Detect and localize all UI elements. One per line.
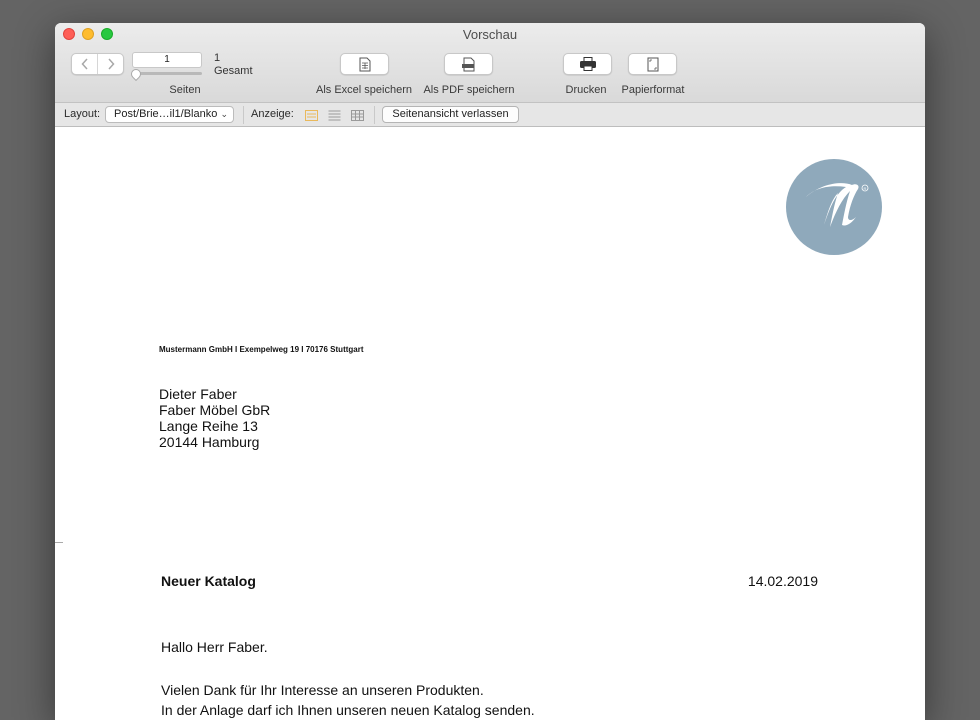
save-pdf-button[interactable] (444, 53, 493, 75)
save-excel-label: Als Excel speichern (316, 84, 412, 96)
pdf-document-icon (461, 57, 477, 72)
recipient-street: Lange Reihe 13 (159, 418, 258, 434)
separator (374, 106, 375, 124)
view-label: Anzeige: (251, 108, 294, 120)
recipient-city: 20144 Hamburg (159, 434, 260, 450)
recipient-company: Faber Möbel GbR (159, 402, 271, 418)
save-pdf-label: Als PDF speichern (423, 84, 515, 96)
page-number-field[interactable]: 1 (132, 52, 202, 68)
printer-icon (579, 57, 597, 71)
paper-format-button[interactable] (628, 53, 677, 75)
chevron-right-icon (107, 58, 115, 70)
letter-subject: Neuer Katalog (161, 573, 256, 589)
table-view-icon[interactable] (351, 110, 364, 121)
company-logo (786, 159, 882, 255)
paper-format-label: Papierformat (621, 84, 685, 96)
next-page-button[interactable] (97, 54, 123, 74)
form-view-icon[interactable] (305, 110, 318, 121)
layout-bar (55, 103, 925, 127)
layout-select[interactable] (105, 106, 234, 123)
body-line: In der Anlage darf ich Ihnen unseren neuen Katalog senden. (161, 702, 535, 718)
print-button[interactable] (563, 53, 612, 75)
previous-page-button[interactable] (72, 54, 97, 74)
spreadsheet-document-icon (359, 57, 371, 72)
page-slider-track[interactable] (135, 72, 202, 75)
recipient-name: Dieter Faber (159, 386, 237, 402)
page-format-icon (647, 57, 659, 72)
chevron-down-icon: ⌄ (220, 109, 228, 119)
save-excel-button[interactable] (340, 53, 389, 75)
page-slider-knob[interactable] (129, 67, 143, 81)
list-view-icon[interactable] (328, 110, 341, 121)
print-label: Drucken (565, 84, 607, 96)
page-navigation (71, 53, 124, 75)
letter-body (161, 680, 535, 720)
svg-text:R: R (863, 185, 867, 191)
total-label: Gesamt (214, 65, 253, 77)
document-page (55, 128, 925, 720)
letter-date: 14.02.2019 (747, 573, 818, 589)
fold-mark (55, 542, 63, 543)
title-toolbar (55, 23, 925, 103)
preview-window (55, 23, 925, 720)
recipient-address (159, 386, 270, 450)
exit-page-view-button[interactable]: Seitenansicht verlassen (382, 106, 519, 123)
letter-greeting: Hallo Herr Faber. (161, 639, 268, 655)
sender-line: Mustermann GmbH I Exempelweg 19 I 70176 Stuttgart (159, 345, 364, 354)
layout-label: Layout: (64, 108, 101, 120)
window-title: Vorschau (462, 27, 518, 42)
chevron-left-icon (81, 58, 89, 70)
separator (243, 106, 244, 124)
total-pages: 1 (214, 52, 221, 64)
pages-label: Seiten (169, 84, 201, 96)
layout-select-value: Post/Brie…il1/Blanko (114, 108, 218, 120)
body-line: Vielen Dank für Ihr Interesse an unseren Produkten. (161, 682, 484, 698)
